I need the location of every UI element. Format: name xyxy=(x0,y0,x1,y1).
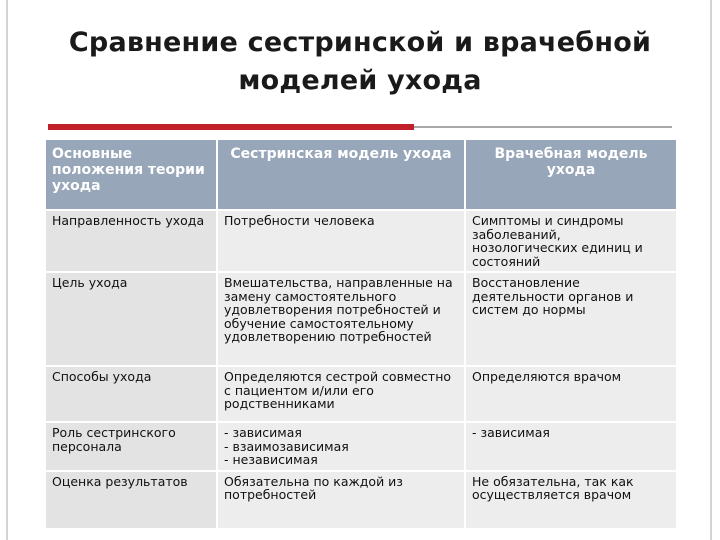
row-label-cell: Роль сестринского персонала xyxy=(45,422,217,471)
table-row xyxy=(45,272,677,366)
nursing-model-cell: Потребности человека xyxy=(217,210,465,272)
row-label-cell: Цель ухода xyxy=(45,272,217,366)
table-row xyxy=(45,471,677,529)
row-label-cell: Направленность ухода xyxy=(45,210,217,272)
table-row xyxy=(45,422,677,471)
medical-model-cell: Не обязательна, так как осуществляется врачом xyxy=(465,471,677,529)
slide-frame-right xyxy=(710,0,712,540)
medical-model-cell: - зависимая xyxy=(465,422,677,471)
nursing-model-cell: Вмешательства, направленные на замену самостоятельного удовлетворения потребностей и обучение самостоятельному удовлетворению потребностей xyxy=(217,272,465,366)
row-label-cell: Оценка результатов xyxy=(45,471,217,529)
medical-model-cell: Восстановление деятельности органов и систем до нормы xyxy=(465,272,677,366)
table-row xyxy=(45,366,677,422)
slide-frame-left xyxy=(6,0,8,540)
table-header-row xyxy=(45,139,677,210)
header-cell-medical-model: Врачебная модель ухода xyxy=(465,139,677,210)
row-label-cell: Способы ухода xyxy=(45,366,217,422)
slide-title-line-2: моделей ухода xyxy=(238,65,482,96)
medical-model-cell: Симптомы и синдромы заболеваний, нозологических единиц и состояний xyxy=(465,210,677,272)
nursing-model-cell: Определяются сестрой совместно с пациентом и/или его родственниками xyxy=(217,366,465,422)
header-cell-theory-provisions: Основные положения теории ухода xyxy=(45,139,217,210)
header-cell-nursing-model: Сестринская модель ухода xyxy=(217,139,465,210)
slide-title xyxy=(20,24,700,100)
title-underline-accent xyxy=(48,124,414,130)
medical-model-cell: Определяются врачом xyxy=(465,366,677,422)
nursing-model-cell: Обязательна по каждой из потребностей xyxy=(217,471,465,529)
title-underline-rule xyxy=(414,126,672,128)
nursing-model-cell: - зависимая - взаимозависимая - независимая xyxy=(217,422,465,471)
slide-title-line-1: Сравнение сестринской и врачебной xyxy=(68,27,652,58)
comparison-table xyxy=(44,138,678,530)
table-row xyxy=(45,210,677,272)
